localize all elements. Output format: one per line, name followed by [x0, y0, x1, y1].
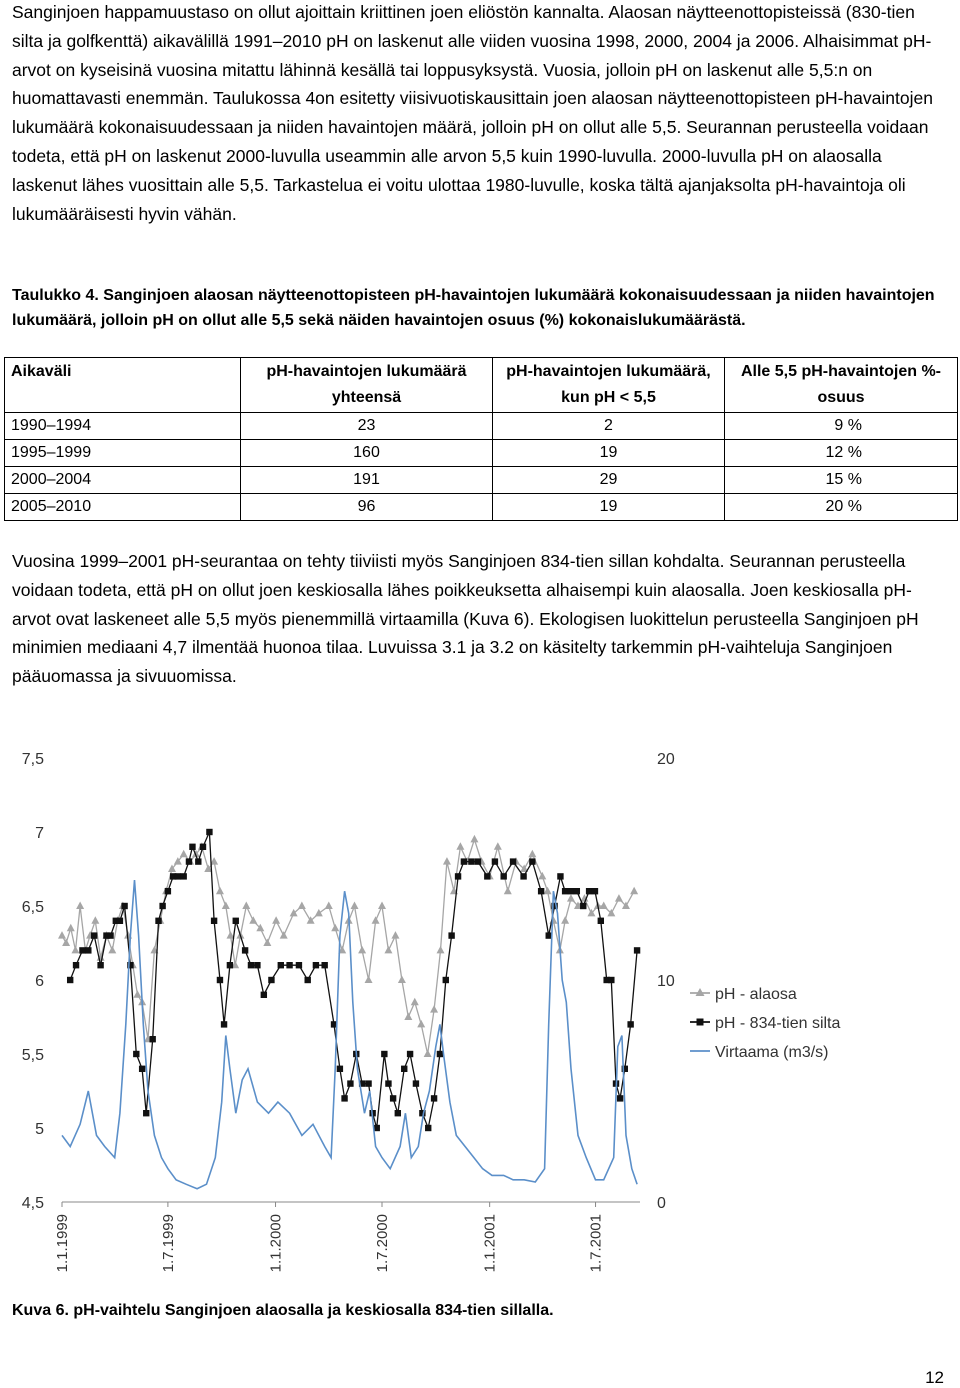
table-cell: 19: [493, 494, 725, 521]
table-header-cell: Aikaväli: [5, 358, 241, 413]
silta-point: [529, 858, 535, 864]
alaosa-point: [91, 916, 99, 924]
x-tick-label: 1.7.1999: [159, 1214, 177, 1273]
silta-point: [538, 888, 544, 894]
silta-point: [562, 888, 568, 894]
alaosa-point: [538, 872, 546, 880]
silta-point: [189, 844, 195, 850]
silta-point: [321, 962, 327, 968]
alaosa-point: [443, 857, 451, 865]
intro-paragraph: Sanginjoen happamuustaso on ollut ajoittain kriittinen joen eliöstön kannalta. Alaosan näytteenottopisteissä (830-tien silta ja golfkenttä) aikavälillä 1991–2010 pH on laskenut alle viiden vuosina 1998, 2000, 2004 ja 2006. Alhaisimmat pH-arvot on kyseisinä vuosina mitattu lähinnä kesällä tai loppusyksystä. Vuosia, jolloin pH on laskenut alle 5,5:n on huomattavasti enemmän. Taulukossa 4on esitetty viisivuotiskausittain joen alaosan näytteenottopisteen pH-havaintojen lukumäärä kokonaisuudessaan ja niiden havaintojen määrä, jolloin pH on ollut alle 5,5. Seurannan perusteella voidaan todeta, että pH on laskenut 2000-luvulla useammin alle arvon 5,5 kuin 1990-luvulla. 2000-luvulla pH on alaosalla laskenut lähes vuosittain alle 5,5. Tarkastelua ei voitu ulottaa 1980-luvulle, koska tältä ajanjaksolta pH-havaintoja oli lukumääräisesti hyvin vähän.: [12, 2, 933, 224]
silta-point: [286, 962, 292, 968]
table-cell: 23: [241, 413, 493, 440]
table-cell: 160: [241, 440, 493, 467]
silta-point: [133, 1051, 139, 1057]
table-cell: 20 %: [725, 494, 958, 521]
silta-point: [574, 888, 580, 894]
alaosa-point: [58, 931, 66, 939]
y-tick-label: 5: [35, 1121, 44, 1138]
silta-point: [296, 962, 302, 968]
silta-point: [347, 1080, 353, 1086]
silta-point: [492, 858, 498, 864]
table-cell: 191: [241, 467, 493, 494]
alaosa-point: [263, 939, 271, 947]
silta-point: [586, 888, 592, 894]
silta-point: [73, 962, 79, 968]
alaosa-point: [630, 887, 638, 895]
silta-point: [413, 1080, 419, 1086]
silta-point: [211, 918, 217, 924]
silta-point: [139, 1066, 145, 1072]
table-cell: 2: [493, 413, 725, 440]
table-cell: 1995–1999: [5, 440, 241, 467]
alaosa-point: [437, 946, 445, 954]
alaosa-point: [222, 902, 230, 910]
silta-point: [121, 903, 127, 909]
silta-point: [200, 844, 206, 850]
alaosa-point: [544, 887, 552, 895]
table-row: [5, 467, 958, 494]
alaosa-point: [331, 924, 339, 932]
x-tick-label: 1.7.2000: [374, 1214, 392, 1273]
silta-point: [268, 977, 274, 983]
silta-point: [91, 932, 97, 938]
table-cell: 2005–2010: [5, 494, 241, 521]
silta-point: [598, 918, 604, 924]
silta-point: [443, 977, 449, 983]
silta-point: [186, 858, 192, 864]
silta-point: [431, 1095, 437, 1101]
x-tick-label: 1.1.2000: [267, 1214, 285, 1273]
silta-point: [261, 992, 267, 998]
alaosa-point: [325, 902, 333, 910]
silta-point: [407, 1051, 413, 1057]
silta-point: [500, 873, 506, 879]
silta-point: [390, 1095, 396, 1101]
alaosa-point: [242, 902, 250, 910]
alaosa-point: [216, 887, 224, 895]
table-cell: 96: [241, 494, 493, 521]
table-header-cell: Alle 5,5 pH-havaintojen %-osuus: [725, 358, 958, 413]
silta-point: [85, 947, 91, 953]
page-number: 12: [925, 1368, 944, 1387]
silta-point: [484, 873, 490, 879]
silta-point: [448, 932, 454, 938]
alaosa-point: [133, 990, 141, 998]
silta-point: [227, 962, 233, 968]
monitoring-paragraph: Vuosina 1999–2001 pH-seurantaa on tehty tiiviisti myös Sanginjoen 834-tien sillan kohdalta. Seurannan perusteella voidaan todeta, että pH on ollut joen keskiosalla lähes poikkeuksetta alhaisempi kuin alaosalla. Joen keskiosalla pH-arvot ovat laskeneet alle 5,5 myös pienemmillä virtaamilla (Kuva 6). Ekologisen luokittelun perusteella Sanginjoen pH minimien mediaani 4,7 ilmentää huonoa tilaa. Luvuissa 3.1 ja 3.2 on käsitelty tarkemmin pH-vaihteluja Sanginjoen pääuomassa ja sivuuomissa.: [12, 551, 919, 687]
ph-flow-chart: [0, 740, 960, 1295]
table-header-row: [5, 358, 958, 413]
alaosa-point: [272, 916, 280, 924]
y-right-tick-label: 10: [657, 973, 675, 990]
alaosa-point: [71, 946, 79, 954]
alaosa-point: [384, 946, 392, 954]
y-tick-label: 4,5: [21, 1195, 44, 1212]
table-cell: 2000–2004: [5, 467, 241, 494]
silta-point: [175, 873, 181, 879]
table-cell: 29: [493, 467, 725, 494]
silta-point: [475, 858, 481, 864]
silta-point: [206, 829, 212, 835]
y-tick-label: 7: [35, 825, 44, 842]
alaosa-point: [398, 976, 406, 984]
alaosa-point: [494, 842, 502, 850]
alaosa-point: [378, 902, 386, 910]
y-tick-label: 6: [35, 973, 44, 990]
alaosa-point: [315, 909, 323, 917]
silta-point: [381, 1051, 387, 1057]
alaosa-point: [180, 850, 188, 858]
alaosa-point: [424, 1050, 432, 1058]
silta-point: [143, 1110, 149, 1116]
table-row: [5, 494, 958, 521]
alaosa-point: [108, 946, 116, 954]
silta-point: [520, 873, 526, 879]
alaosa-point: [351, 902, 359, 910]
silta-point: [557, 873, 563, 879]
silta-point: [233, 918, 239, 924]
alaosa-point: [249, 916, 257, 924]
alaosa-point: [358, 946, 366, 954]
silta-point: [248, 962, 254, 968]
legend-label: Virtaama (m3/s): [715, 1044, 829, 1061]
silta-point: [67, 977, 73, 983]
silta-point: [425, 1125, 431, 1131]
silta-point: [608, 977, 614, 983]
silta-point: [437, 1051, 443, 1057]
table-cell: 19: [493, 440, 725, 467]
legend-label: pH - alaosa: [715, 986, 797, 1003]
y-right-tick-label: 0: [657, 1195, 666, 1212]
alaosa-point: [404, 1013, 412, 1021]
alaosa-point: [298, 902, 306, 910]
silta-point: [592, 888, 598, 894]
silta-point: [568, 888, 574, 894]
alaosa-point: [600, 902, 608, 910]
silta-point: [305, 977, 311, 983]
silta-point: [149, 1036, 155, 1042]
alaosa-point: [411, 998, 419, 1006]
y-tick-label: 5,5: [21, 1047, 44, 1064]
silta-point: [195, 858, 201, 864]
table-header-cell: pH-havaintojen lukumäärä yhteensä: [241, 358, 493, 413]
y-tick-label: 6,5: [21, 899, 44, 916]
x-tick-label: 1.1.1999: [54, 1214, 71, 1273]
silta-point: [617, 1095, 623, 1101]
silta-point: [180, 873, 186, 879]
alaosa-point: [456, 842, 464, 850]
silta-point: [217, 977, 223, 983]
silta-point: [278, 962, 284, 968]
table-cell: 1990–1994: [5, 413, 241, 440]
legend-marker: [696, 988, 705, 996]
alaosa-point: [391, 931, 399, 939]
table-cell: 12 %: [725, 440, 958, 467]
silta-point: [155, 918, 161, 924]
silta-point: [395, 1110, 401, 1116]
ph-observations-table: [4, 357, 958, 521]
table-row: [5, 413, 958, 440]
y-right-tick-label: 20: [657, 751, 675, 768]
alaosa-point: [470, 835, 478, 843]
x-tick-label: 1.1.2001: [481, 1214, 499, 1273]
alaosa-point: [280, 931, 288, 939]
alaosa-point: [67, 924, 75, 932]
silta-point: [221, 1021, 227, 1027]
alaosa-point: [430, 1005, 438, 1013]
silta-point: [242, 947, 248, 953]
alaosa-point: [290, 909, 298, 917]
alaosa-point: [504, 887, 512, 895]
figure-caption: Kuva 6. pH-vaihtelu Sanginjoen alaosalla ja keskiosalla 834-tien sillalla.: [12, 1302, 554, 1319]
silta-point: [254, 962, 260, 968]
alaosa-point: [76, 902, 84, 910]
y-tick-label: 7,5: [21, 751, 44, 768]
silta-point: [401, 1066, 407, 1072]
alaosa-point: [372, 916, 380, 924]
alaosa-point: [365, 976, 373, 984]
silta-point: [107, 932, 113, 938]
silta-point: [337, 1066, 343, 1072]
x-tick-label: 1.7.2001: [587, 1214, 605, 1273]
alaosa-point: [62, 939, 70, 947]
alaosa-point: [561, 916, 569, 924]
silta-point: [455, 873, 461, 879]
legend-marker: [697, 1019, 704, 1026]
silta-point: [461, 858, 467, 864]
silta-point: [117, 918, 123, 924]
silta-point: [79, 947, 85, 953]
table-cell: 9 %: [725, 413, 958, 440]
table-cell: 15 %: [725, 467, 958, 494]
silta-point: [313, 962, 319, 968]
legend-label: pH - 834-tien silta: [715, 1015, 841, 1032]
silta-point: [365, 1080, 371, 1086]
alaosa-point: [528, 850, 536, 858]
silta-point: [159, 903, 165, 909]
series-line: [70, 832, 637, 1128]
silta-point: [634, 947, 640, 953]
silta-point: [97, 962, 103, 968]
silta-point: [627, 1021, 633, 1027]
silta-point: [580, 903, 586, 909]
silta-point: [510, 858, 516, 864]
silta-point: [385, 1080, 391, 1086]
silta-point: [341, 1095, 347, 1101]
alaosa-point: [615, 894, 623, 902]
silta-point: [468, 858, 474, 864]
alaosa-point: [567, 894, 575, 902]
silta-point: [165, 888, 171, 894]
table-header-cell: pH-havaintojen lukumäärä, kun pH < 5,5: [493, 358, 725, 413]
alaosa-point: [417, 1020, 425, 1028]
table-row: [5, 440, 958, 467]
table-caption: Taulukko 4. Sanginjoen alaosan näytteenottopisteen pH-havaintojen lukumäärä kokonaisuudessaan ja niiden havaintojen lukumäärä, jolloin pH on ollut alle 5,5 sekä näiden havaintojen osuus (%) kokonaislukumäärästä.: [12, 287, 935, 329]
